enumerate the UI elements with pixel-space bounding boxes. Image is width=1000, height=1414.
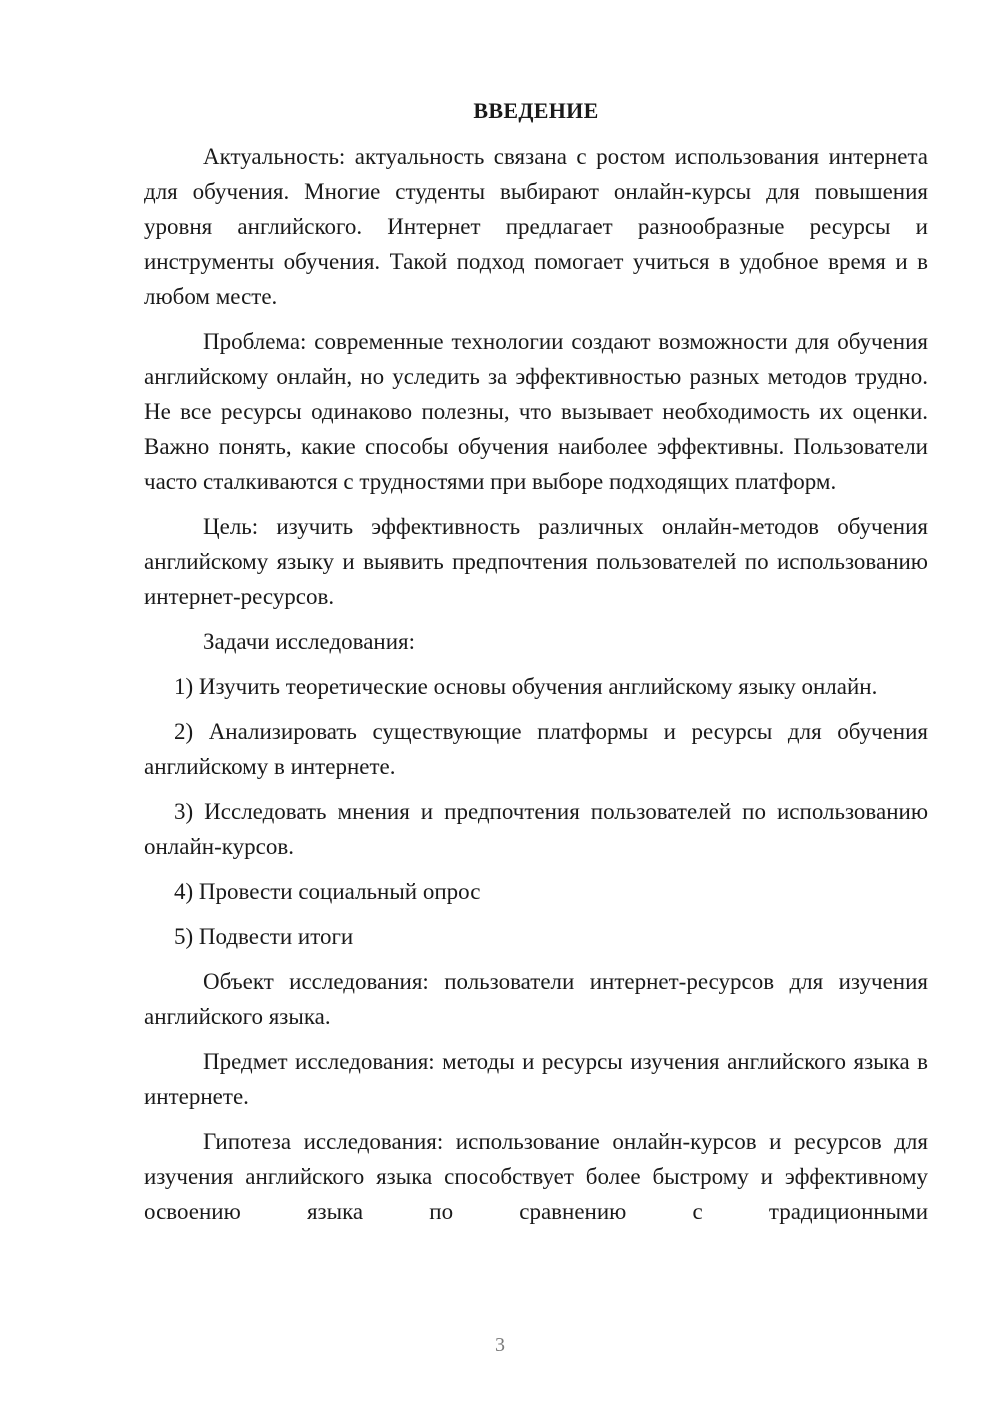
task-item-3: 3) Исследовать мнения и предпочтения пользователей по использованию онлайн-курсов. [144,799,928,859]
goal-paragraph: Цель: изучить эффективность различных онлайн-методов обучения английскому языку и выявить предпочтения пользователей по использованию интернет-ресурсов. [144,514,928,609]
task-item-5: 5) Подвести итоги [174,924,354,949]
task-item-1: 1) Изучить теоретические основы обучения английскому языку онлайн. [174,674,878,699]
document-page [144,96,928,1239]
relevance-paragraph: Актуальность: актуальность связана с ростом использования интернета для обучения. Многие студенты выбирают онлайн-курсы для повышения уровня английского. Интернет предлагает разнообразные ресурсы и инструменты обучения. Такой подход помогает учиться в удобное время и в любом месте. [144,144,928,309]
task-item-2: 2) Анализировать существующие платформы и ресурсы для обучения английскому в интернете. [144,719,928,779]
page-title: ВВЕДЕНИЕ [473,98,599,123]
hypothesis-paragraph: Гипотеза исследования: использование онлайн-курсов и ресурсов для изучения английского языка способствует более быстрому и эффективному освоению языка по сравнению с традиционными [144,1129,928,1224]
task-item-4: 4) Провести социальный опрос [174,879,481,904]
tasks-heading: Задачи исследования: [203,629,416,654]
page-number: 3 [495,1334,505,1356]
problem-paragraph: Проблема: современные технологии создают возможности для обучения английскому онлайн, но уследить за эффективностью разных методов трудно. Не все ресурсы одинаково полезны, что вызывает необходимость их оценки. Важно понять, какие способы обучения наиболее эффективны. Пользователи часто сталкиваются с трудностями при выборе подходящих платформ. [144,329,928,494]
object-paragraph: Объект исследования: пользователи интернет-ресурсов для изучения английского языка. [144,969,928,1029]
subject-paragraph: Предмет исследования: методы и ресурсы изучения английского языка в интернете. [144,1049,928,1109]
